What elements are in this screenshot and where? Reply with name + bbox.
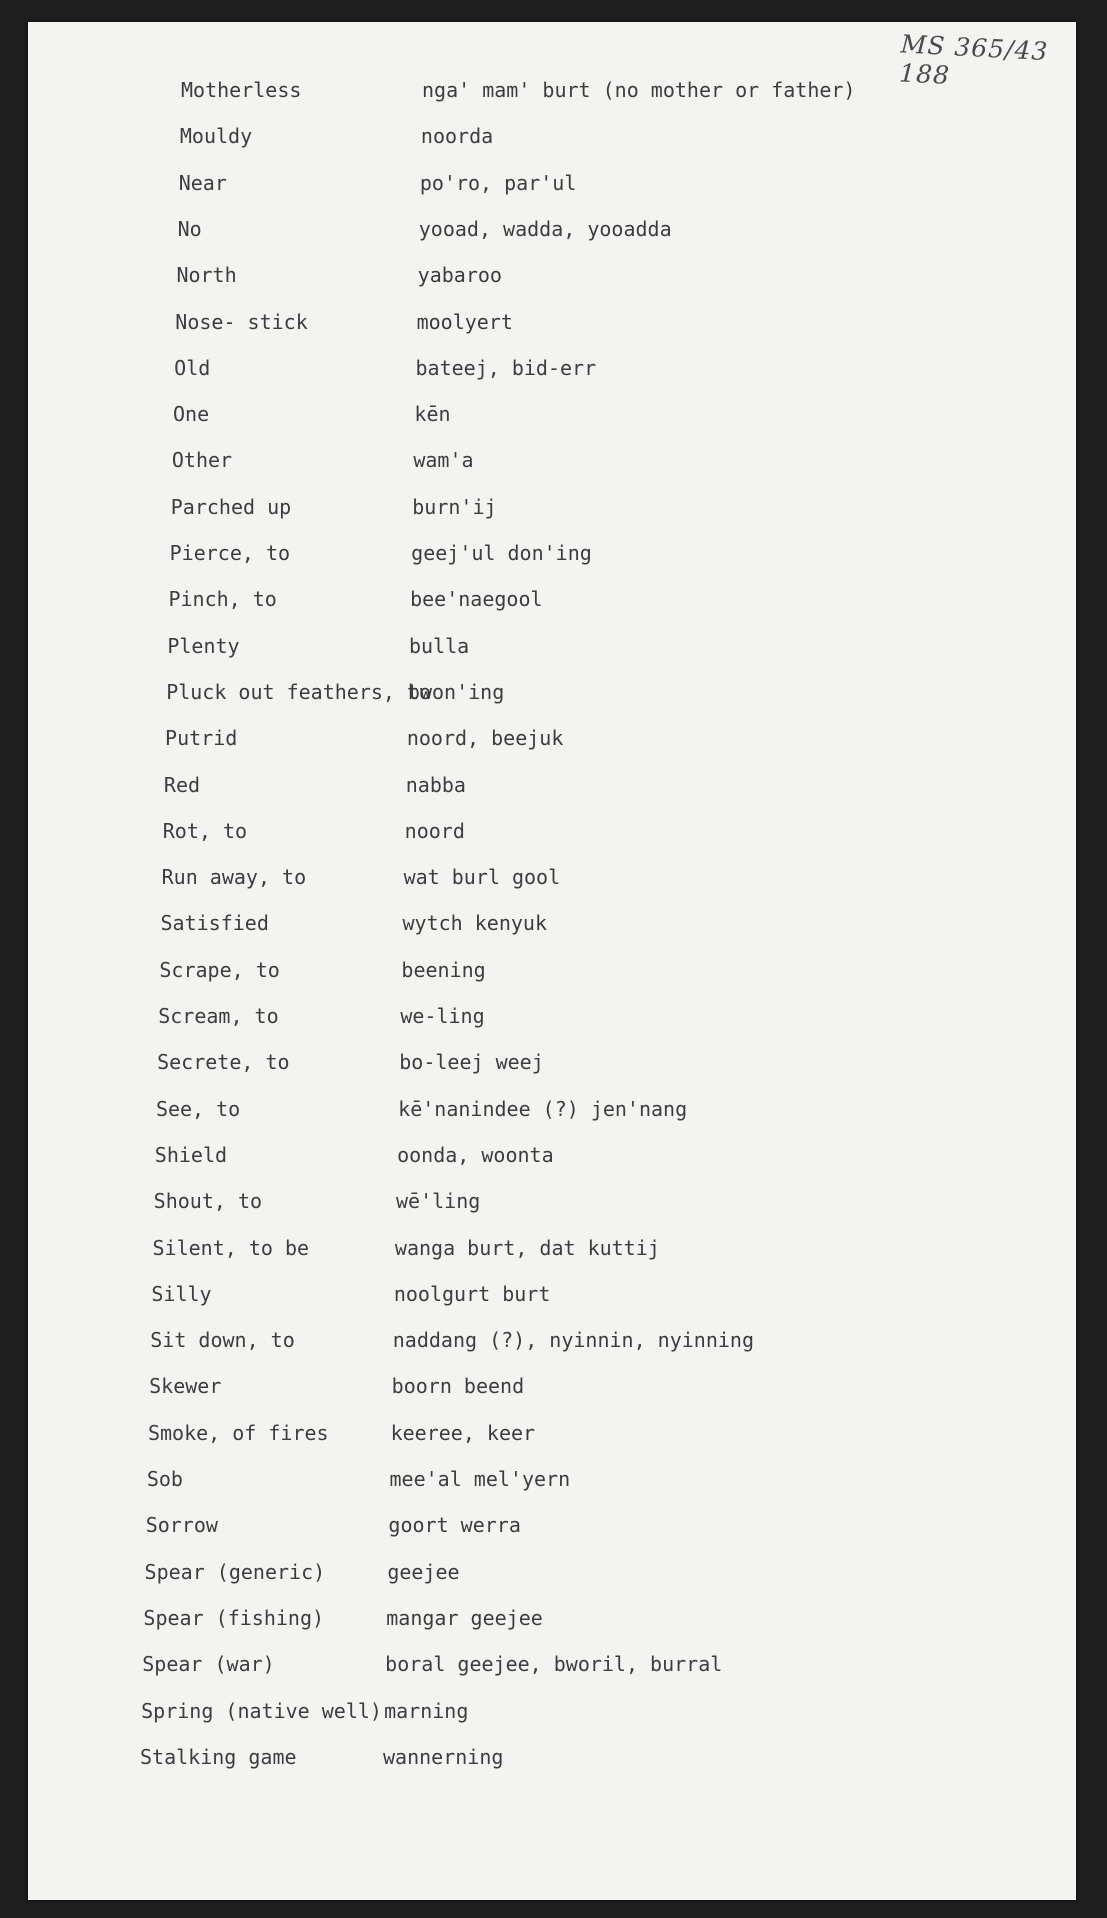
english-word: Red (163, 772, 201, 797)
aboriginal-word: kēn (414, 402, 451, 427)
aboriginal-word: we-ling (400, 1004, 485, 1028)
aboriginal-word: bwon'ing (407, 679, 505, 704)
vocab-row (28, 1135, 1076, 1175)
vocab-row (28, 70, 1076, 110)
english-word: Run away, to (161, 865, 307, 890)
aboriginal-word: wē'ling (396, 1189, 481, 1214)
english-word: Near (178, 170, 227, 195)
vocab-row (28, 440, 1076, 480)
aboriginal-word: keeree, keer (390, 1420, 536, 1445)
english-word: North (176, 263, 237, 288)
vocab-row (28, 950, 1076, 990)
aboriginal-word: geej'ul don'ing (411, 541, 592, 565)
aboriginal-word: kē'nanindee (?) jen'nang (398, 1096, 688, 1121)
vocab-row (28, 209, 1076, 249)
aboriginal-word: yooad, wadda, yooadda (418, 216, 672, 241)
vocab-row (28, 163, 1076, 203)
english-word: Parched up (170, 494, 292, 519)
aboriginal-word: noorda (420, 124, 494, 149)
aboriginal-word: goort werra (388, 1513, 521, 1538)
english-word: Pierce, to (169, 541, 291, 565)
english-word: Sorrow (145, 1513, 218, 1538)
vocab-row (28, 1691, 1076, 1731)
vocab-row (28, 487, 1076, 527)
vocab-row (28, 857, 1076, 897)
aboriginal-word: wannerning (383, 1744, 504, 1769)
english-word: Scrape, to (159, 957, 280, 982)
aboriginal-word: boral geejee, bworil, burral (385, 1652, 723, 1677)
aboriginal-word: bulla (409, 633, 470, 658)
vocab-row (28, 672, 1076, 712)
english-word: No (177, 216, 202, 241)
aboriginal-word: nga' mam' burt (no mother or father) (422, 78, 856, 102)
english-word: Pluck out feathers, to (166, 679, 432, 704)
english-word: Silent, to be (152, 1235, 310, 1260)
english-word: Mouldy (179, 124, 253, 149)
english-word: Spear (fishing) (143, 1605, 325, 1630)
aboriginal-word: wat burl gool (403, 865, 561, 890)
vocab-row (28, 533, 1076, 573)
aboriginal-word: boorn beend (391, 1374, 525, 1399)
vocab-row (28, 903, 1076, 943)
vocab-row (28, 996, 1076, 1036)
vocab-row (28, 1413, 1076, 1453)
aboriginal-word: burn'ij (412, 494, 497, 519)
vocab-row (28, 1228, 1076, 1268)
aboriginal-word: oonda, woonta (397, 1142, 554, 1167)
english-word: Sob (146, 1467, 183, 1491)
vocab-row (28, 1089, 1076, 1129)
vocab-row (28, 302, 1076, 342)
aboriginal-word: wam'a (413, 448, 474, 473)
english-word: Silly (151, 1281, 212, 1306)
english-word: Nose- stick (175, 309, 308, 334)
english-word: Secrete, to (157, 1050, 290, 1075)
vocab-row (28, 811, 1076, 851)
english-word: Shout, to (153, 1189, 263, 1214)
aboriginal-word: mee'al mel'yern (389, 1467, 571, 1491)
vocab-row (28, 1320, 1076, 1360)
english-word: Rot, to (162, 818, 248, 843)
vocab-row (28, 1181, 1076, 1221)
vocab-row (28, 1042, 1076, 1082)
aboriginal-word: wytch kenyuk (402, 911, 547, 936)
aboriginal-word: mangar geejee (386, 1605, 543, 1630)
english-word: Plenty (167, 633, 240, 658)
english-word: Putrid (165, 726, 238, 751)
vocab-row (28, 348, 1076, 388)
english-word: Skewer (149, 1374, 222, 1399)
aboriginal-word: bee'naegool (410, 587, 543, 612)
english-word: Spear (war) (142, 1652, 275, 1677)
aboriginal-word: wanga burt, dat kuttij (394, 1235, 660, 1260)
vocab-row (28, 579, 1076, 619)
english-word: Stalking game (140, 1744, 297, 1769)
english-word: Other (171, 448, 233, 473)
document-page (28, 22, 1076, 1900)
vocab-row (28, 1737, 1076, 1777)
vocab-row (28, 1598, 1076, 1638)
vocab-row (28, 626, 1076, 666)
vocab-row (28, 1274, 1076, 1314)
archive-reference: MS 365/43 188 (898, 29, 1050, 91)
vocabulary-list (28, 22, 1076, 1900)
english-word: See, to (155, 1096, 241, 1121)
aboriginal-word: nabba (405, 772, 466, 797)
vocab-row (28, 1459, 1076, 1499)
aboriginal-word: noord (404, 818, 465, 843)
english-word: Sit down, to (150, 1328, 295, 1353)
aboriginal-word: noord, beejuk (406, 726, 564, 751)
aboriginal-word: bo-leej weej (399, 1050, 544, 1075)
vocab-row (28, 1644, 1076, 1684)
vocab-row (28, 116, 1076, 156)
vocab-row (28, 765, 1076, 805)
english-word: Smoke, of fires (147, 1420, 329, 1445)
english-word: Old (174, 355, 211, 380)
english-word: Spring (native well) (141, 1698, 382, 1723)
vocab-row (28, 718, 1076, 758)
english-word: Motherless (181, 78, 302, 102)
aboriginal-word: beening (401, 957, 486, 982)
vocab-row (28, 1366, 1076, 1406)
english-word: Shield (154, 1142, 228, 1167)
english-word: Pinch, to (168, 587, 277, 612)
aboriginal-word: naddang (?), nyinnin, nyinning (392, 1328, 754, 1353)
vocab-row (28, 1505, 1076, 1545)
aboriginal-word: moolyert (416, 309, 513, 334)
aboriginal-word: geejee (387, 1559, 460, 1584)
aboriginal-word: noolgurt burt (393, 1281, 551, 1306)
english-word: Scream, to (158, 1004, 279, 1028)
vocab-row (28, 255, 1076, 295)
aboriginal-word: marning (384, 1698, 469, 1723)
english-word: Spear (generic) (144, 1559, 326, 1584)
english-word: Satisfied (160, 911, 269, 936)
vocab-row (28, 1552, 1076, 1592)
vocab-row (28, 394, 1076, 434)
english-word: One (173, 402, 210, 427)
aboriginal-word: bateej, bid-err (415, 355, 597, 380)
aboriginal-word: po'ro, par'ul (419, 170, 577, 195)
aboriginal-word: yabaroo (417, 263, 502, 288)
